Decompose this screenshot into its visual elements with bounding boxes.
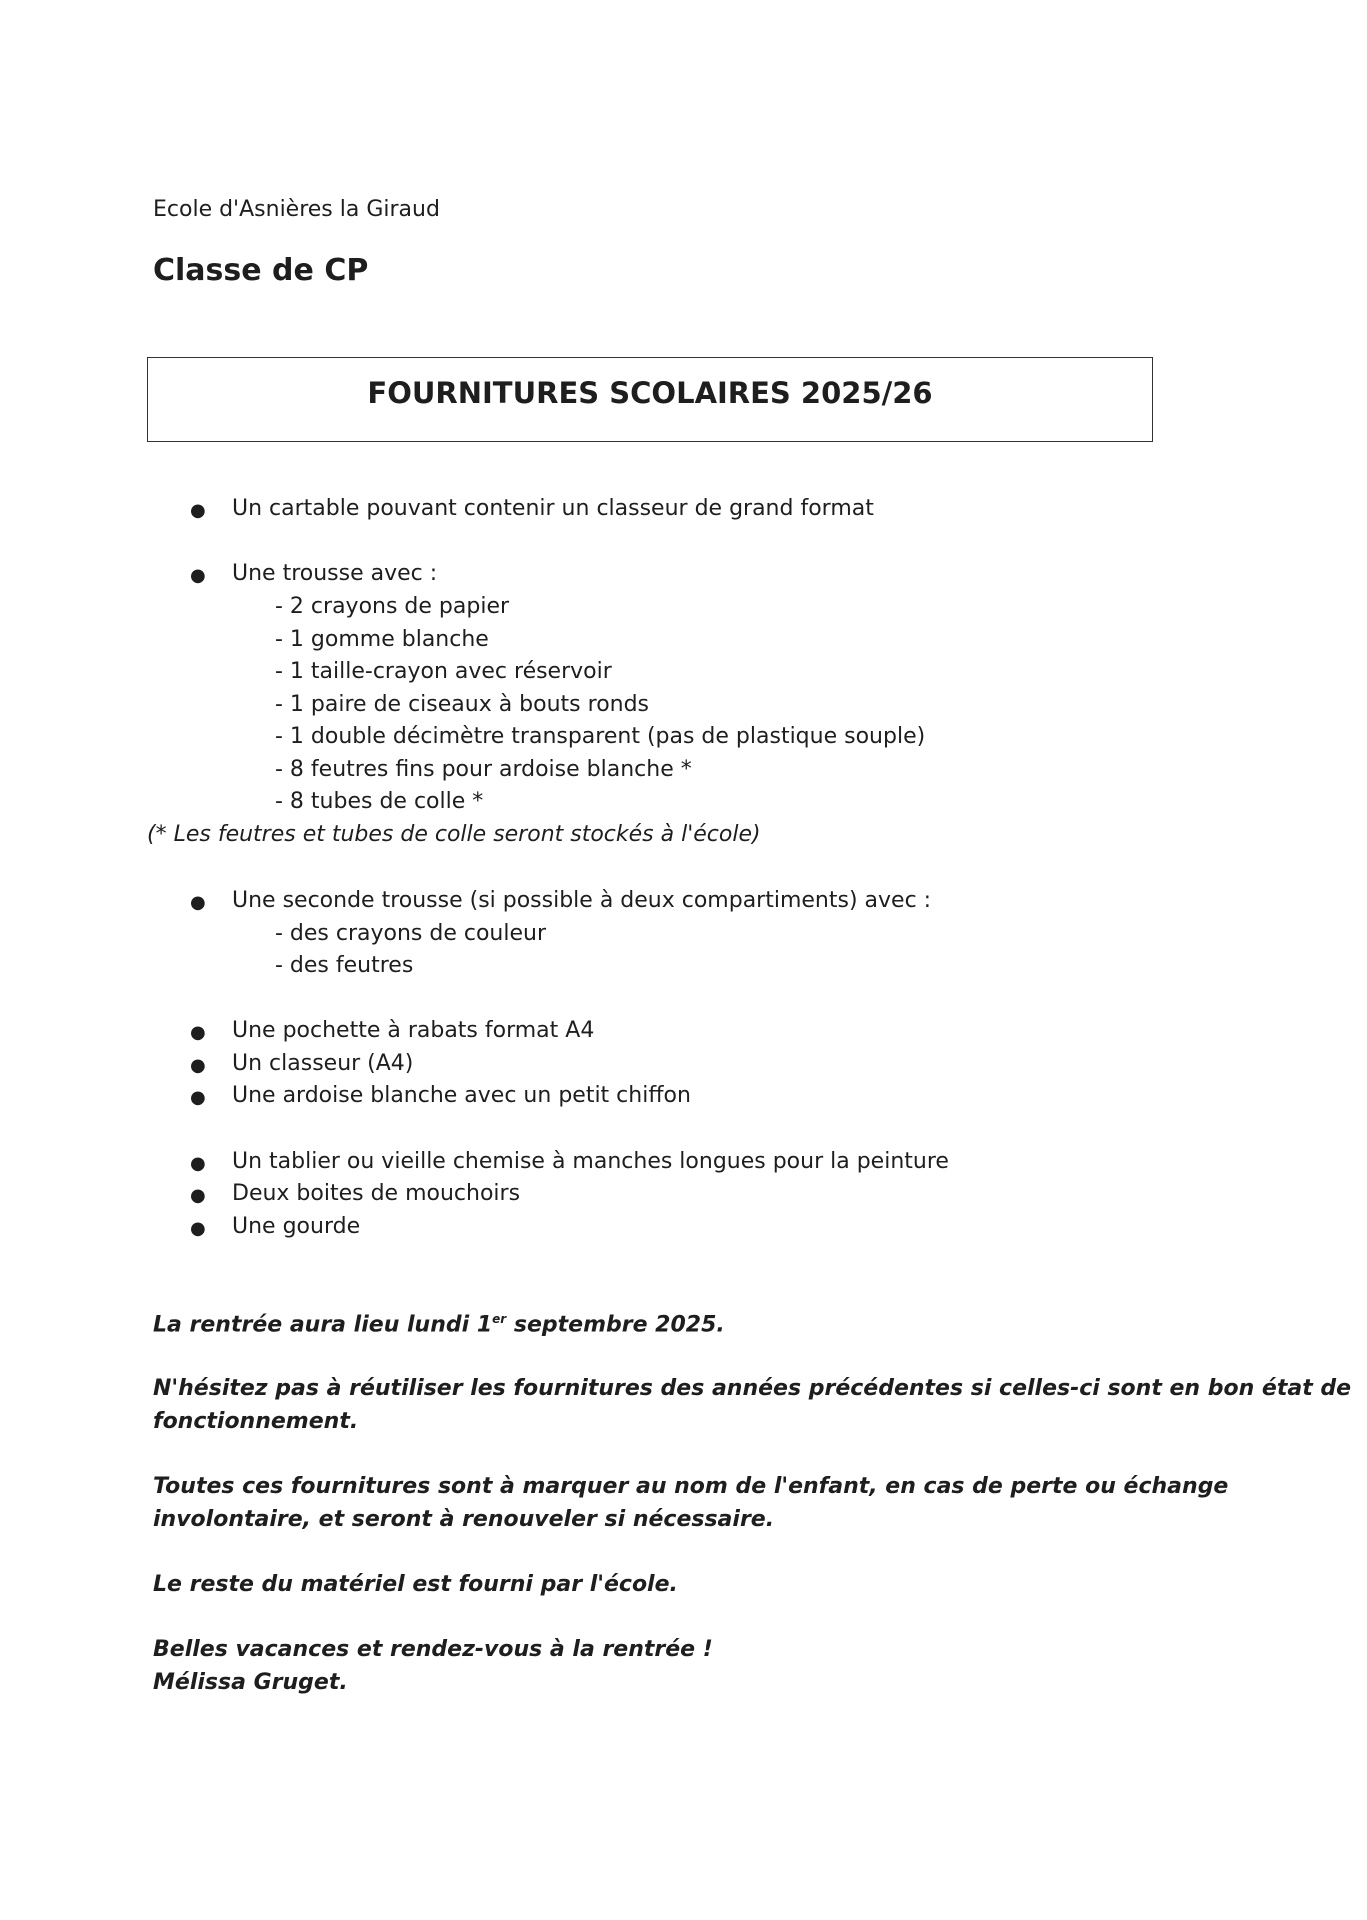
- sub-item: - des crayons de couleur: [275, 921, 547, 946]
- bullet-icon: ●: [190, 1055, 206, 1076]
- sub-item: - 8 feutres fins pour ardoise blanche *: [275, 757, 692, 782]
- document-title: FOURNITURES SCOLAIRES 2025/26: [367, 376, 933, 410]
- list-item: Un cartable pouvant contenir un classeur de grand format: [232, 496, 874, 521]
- sub-item: - des feutres: [275, 953, 414, 978]
- vacances-note: Belles vacances et rendez-vous à la rentrée !: [153, 1637, 713, 1662]
- reuse-note-line1: N'hésitez pas à réutiliser les fournitures des années précédentes si celles-ci sont en bon état de: [153, 1376, 1352, 1401]
- bullet-icon: ●: [190, 565, 206, 586]
- sub-item: - 1 taille-crayon avec réservoir: [275, 659, 612, 684]
- list-item: Un tablier ou vieille chemise à manches longues pour la peinture: [232, 1149, 949, 1174]
- bullet-icon: ●: [190, 1185, 206, 1206]
- mark-note-line2: involontaire, et seront à renouveler si nécessaire.: [153, 1507, 775, 1532]
- list-item: Une trousse avec :: [232, 561, 438, 586]
- sub-item: - 1 double décimètre transparent (pas de plastique souple): [275, 724, 926, 749]
- reste-note: Le reste du matériel est fourni par l'école.: [153, 1572, 678, 1597]
- bullet-icon: ●: [190, 1087, 206, 1108]
- sub-item: - 1 paire de ciseaux à bouts ronds: [275, 692, 650, 717]
- sub-item: - 2 crayons de papier: [275, 594, 510, 619]
- list-item: Une gourde: [232, 1214, 361, 1239]
- bullet-icon: ●: [190, 1153, 206, 1174]
- list-item: Une pochette à rabats format A4: [232, 1018, 595, 1043]
- school-name: Ecole d'Asnières la Giraud: [153, 197, 440, 222]
- reuse-note-line2: fonctionnement.: [153, 1409, 359, 1434]
- bullet-icon: ●: [190, 892, 206, 913]
- list-item: Une ardoise blanche avec un petit chiffon: [232, 1083, 691, 1108]
- sub-item: - 8 tubes de colle *: [275, 789, 484, 814]
- storage-note: (* Les feutres et tubes de colle seront stockés à l'école): [147, 822, 761, 847]
- title-box: [147, 357, 1153, 442]
- sub-item: - 1 gomme blanche: [275, 627, 489, 652]
- bullet-icon: ●: [190, 1218, 206, 1239]
- bullet-icon: ●: [190, 1022, 206, 1043]
- signature: Mélissa Gruget.: [153, 1670, 348, 1695]
- rentree-note: La rentrée aura lieu lundi 1er septembre 2025.: [153, 1312, 725, 1338]
- list-item: Une seconde trousse (si possible à deux compartiments) avec :: [232, 888, 932, 913]
- list-item: Deux boites de mouchoirs: [232, 1181, 521, 1206]
- mark-note-line1: Toutes ces fournitures sont à marquer au nom de l'enfant, en cas de perte ou échange: [153, 1474, 1229, 1499]
- class-name: Classe de CP: [153, 253, 369, 288]
- list-item: Un classeur (A4): [232, 1051, 414, 1076]
- bullet-icon: ●: [190, 500, 206, 521]
